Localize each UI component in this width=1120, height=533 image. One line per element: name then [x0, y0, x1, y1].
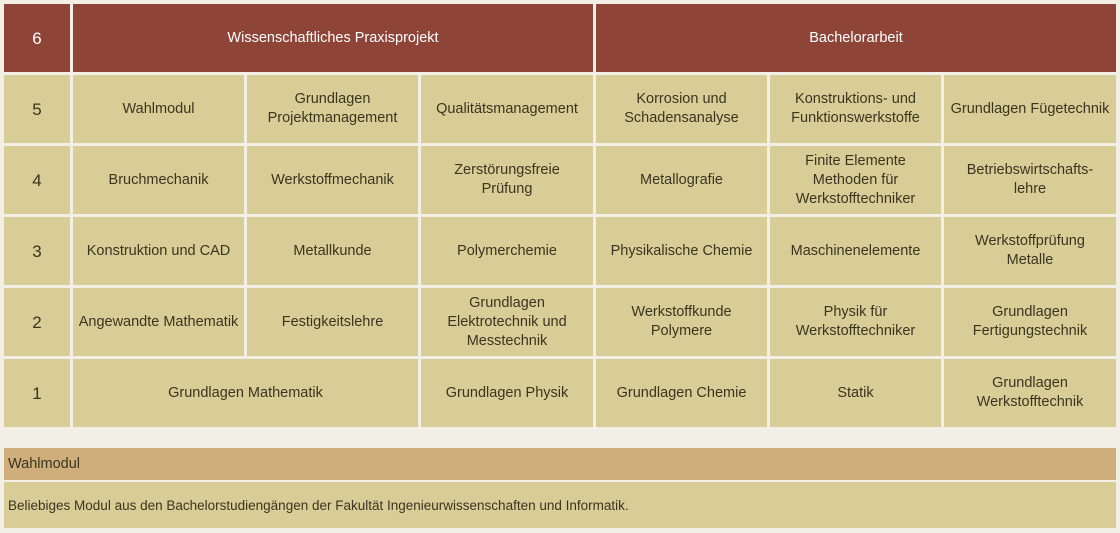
module-cell[interactable]: Physik für Werkstofftechniker	[770, 288, 941, 356]
module-cell[interactable]: Physikalische Chemie	[596, 217, 767, 285]
module-cell[interactable]: Statik	[770, 359, 941, 427]
module-cell[interactable]: Grundlagen Werkstofftechnik	[944, 359, 1116, 427]
curriculum-grid	[2, 2, 1118, 431]
module-info-description: Beliebiges Modul aus den Bachelorstudiengängen der Fakultät Ingenieurwissenschaften und Informatik.	[4, 482, 1116, 528]
module-cell[interactable]: Grundlagen Fügetechnik	[944, 75, 1116, 143]
module-cell[interactable]: Werkstoffmechanik	[247, 146, 418, 214]
module-info-title: Wahlmodul	[4, 448, 1116, 480]
module-cell[interactable]: Finite Elemente Methoden für Werkstofftechniker	[770, 146, 941, 214]
semester-6-number: 6	[4, 4, 70, 72]
module-cell[interactable]: Maschinenelemente	[770, 217, 941, 285]
module-cell[interactable]: Grundlagen Elektrotechnik und Messtechnik	[421, 288, 593, 356]
semester-4-number: 4	[4, 146, 70, 214]
module-cell[interactable]: Korrosion und Schadensanalyse	[596, 75, 767, 143]
semester-3-number: 3	[4, 217, 70, 285]
semester-2-number: 2	[4, 288, 70, 356]
module-cell[interactable]: Grundlagen Fertigungstechnik	[944, 288, 1116, 356]
module-cell[interactable]: Festigkeitslehre	[247, 288, 418, 356]
module-praxisprojekt[interactable]: Wissenschaftliches Praxisprojekt	[73, 4, 593, 72]
module-cell[interactable]: Metallografie	[596, 146, 767, 214]
module-cell[interactable]: Werkstoffkunde Polymere	[596, 288, 767, 356]
module-cell[interactable]: Grundlagen Projektmanagement	[247, 75, 418, 143]
module-cell[interactable]: Angewandte Mathematik	[73, 288, 244, 356]
module-cell[interactable]: Konstruktion und CAD	[73, 217, 244, 285]
module-info-panel	[2, 446, 1118, 530]
module-cell[interactable]: Grundlagen Mathematik	[73, 359, 418, 427]
semester-1-number: 1	[4, 359, 70, 427]
module-cell[interactable]: Betriebswirtschafts-lehre	[944, 146, 1116, 214]
module-cell[interactable]: Zerstörungsfreie Prüfung	[421, 146, 593, 214]
module-cell[interactable]: Metallkunde	[247, 217, 418, 285]
module-cell[interactable]: Qualitätsmanagement	[421, 75, 593, 143]
module-cell[interactable]: Polymerchemie	[421, 217, 593, 285]
semester-5-number: 5	[4, 75, 70, 143]
module-cell[interactable]: Konstruktions- und Funktionswerkstoffe	[770, 75, 941, 143]
module-cell[interactable]: Werkstoffprüfung Metalle	[944, 217, 1116, 285]
module-cell[interactable]: Grundlagen Physik	[421, 359, 593, 427]
module-bachelorarbeit[interactable]: Bachelorarbeit	[596, 4, 1116, 72]
module-cell[interactable]: Wahlmodul	[73, 75, 244, 143]
module-cell[interactable]: Grundlagen Chemie	[596, 359, 767, 427]
module-cell[interactable]: Bruchmechanik	[73, 146, 244, 214]
